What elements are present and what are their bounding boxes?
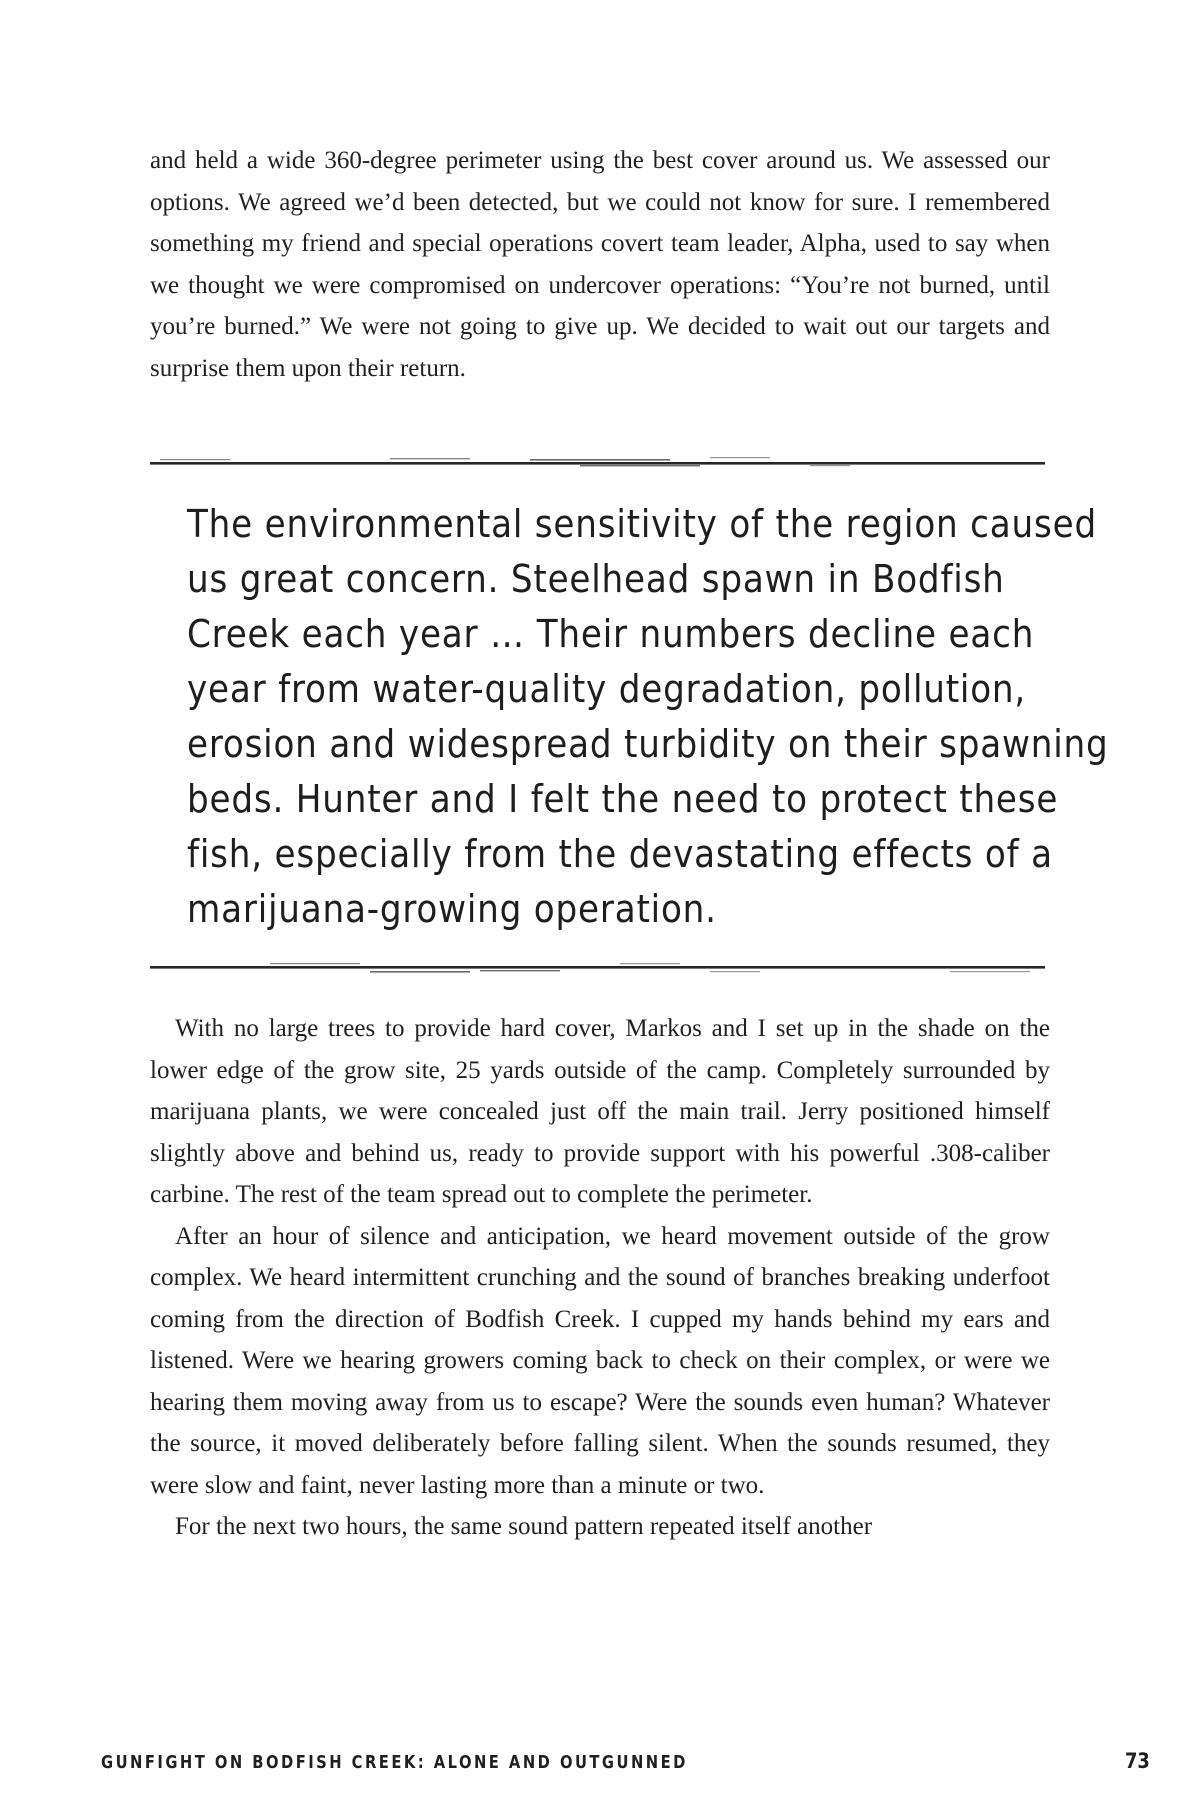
pull-quote [187, 497, 1109, 937]
pull-quote-line: The environmental sensitivity of the region caused [187, 502, 1097, 546]
pull-quote-line: Creek each year … Their numbers decline each [187, 612, 1035, 656]
paragraph: and held a wide 360-degree perimeter using the best cover around us. We assessed our options. We agreed we’d been detected, but we could not know for sure. I remembered something my friend and special operations covert team leader, Alpha, used to say when we thought we were compromised on undercover operations: “You’re not burned, until you’re burned.” We were not going to give up. We decided to wait out our targets and surprise them upon their return. [150, 147, 1050, 382]
distressed-rule-bottom [150, 962, 1045, 976]
paragraph: With no large trees to provide hard cover, Markos and I set up in the shade on the lower edge of the grow site, 25 yards outside of the camp. Completely surrounded by marijuana plants, we were concealed just off the main trail. Jerry positioned himself slightly above and behind us, ready to provide support with his powerful .308-caliber carbine. The rest of the team spread out to complete the perimeter. [150, 1015, 1050, 1208]
running-footer-title: GUNFIGHT ON BODFISH CREEK: ALONE AND OUTGUNNED [101, 1752, 688, 1773]
paragraph: For the next two hours, the same sound pattern repeated itself another [175, 1513, 873, 1540]
distressed-rule-top [150, 456, 1045, 470]
paragraph: After an hour of silence and anticipation, we heard movement outside of the grow complex. We heard intermittent crunching and the sound of branches breaking underfoot coming from the direction of Bodfish Creek. I cupped my hands behind my ears and listened. Were we hearing growers coming back to check on their complex, or were we hearing them moving away from us to escape? Were the sounds even human? Whatever the source, it moved deliberately before falling silent. When the sounds resumed, they were slow and faint, never lasting more than a minute or two. [150, 1222, 1050, 1499]
page-number: 73 [1125, 1749, 1150, 1773]
pull-quote-line: beds. Hunter and I felt the need to protect these [187, 777, 1059, 821]
pull-quote-line: us great concern. Steelhead spawn in Bodfish [187, 557, 1005, 601]
body-text-bottom [150, 1008, 1050, 1548]
pull-quote-line: fish, especially from the devastating effects of a [187, 832, 1053, 876]
pull-quote-line: marijuana-growing operation. [187, 887, 717, 931]
pull-quote-line: erosion and widespread turbidity on their spawning [187, 722, 1109, 766]
pull-quote-line: year from water-quality degradation, pollution, [187, 667, 1027, 711]
body-text-top [150, 140, 1050, 389]
